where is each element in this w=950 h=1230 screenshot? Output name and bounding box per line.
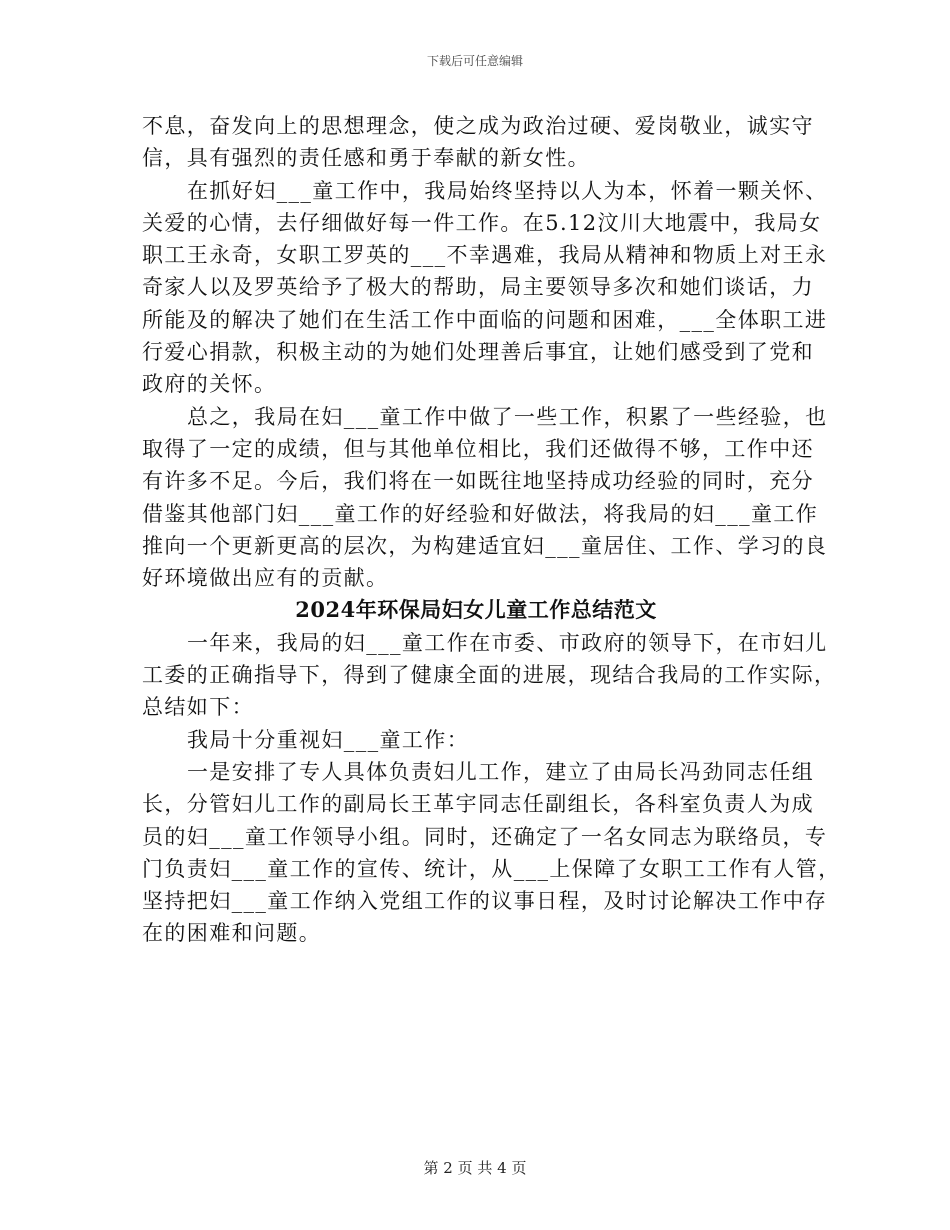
body-line: 好环境做出应有的贡献。 bbox=[142, 566, 389, 591]
body-line: 推向一个更新更高的层次，为构建适宜妇___童居住、工作、学习的良 bbox=[142, 533, 828, 558]
body-line: 关爱的心情，去仔细做好每一件工作。在5.12汶川大地震中，我局女 bbox=[142, 210, 822, 235]
body-line: 工委的正确指导下，得到了健康全面的进展，现结合我局的工作实际， bbox=[142, 663, 837, 688]
page-header: 下载后可任意编辑 bbox=[426, 54, 523, 68]
page-number-footer: 第 2 页 共 4 页 bbox=[423, 1159, 527, 1177]
section-heading: 2024年环保局妇女儿童工作总结范文 bbox=[295, 597, 657, 623]
body-line: 员的妇___童工作领导小组。同时，还确定了一名女同志为联络员，专 bbox=[142, 824, 828, 849]
paragraph-start-line: 总之，我局在妇___童工作中做了一些工作，积累了一些经验，也 bbox=[187, 404, 828, 429]
paragraph-start-line: 一年来，我局的妇___童工作在市委、市政府的领导下，在市妇儿 bbox=[187, 630, 828, 655]
body-line: 不息，奋发向上的思想理念，使之成为政治过硬、爱岗敬业，诚实守 bbox=[142, 114, 814, 138]
body-line: 有许多不足。今后，我们将在一如既往地坚持成功经验的同时，充分 bbox=[142, 469, 814, 494]
paragraph-start-line: 一是安排了专人具体负责妇儿工作，建立了由局长冯劲同志任组 bbox=[187, 759, 815, 784]
paragraph-start-line: 在抓好妇___童工作中，我局始终坚持以人为本，怀着一颗关怀、 bbox=[187, 178, 828, 203]
body-line: 坚持把妇___童工作纳入党组工作的议事日程，及时讨论解决工作中存 bbox=[142, 889, 828, 914]
body-line: 在的困难和问题。 bbox=[142, 921, 322, 946]
body-line: 行爱心捐款，积极主动的为她们处理善后事宜，让她们感受到了党和 bbox=[142, 340, 814, 365]
body-line: 门负责妇___童工作的宣传、统计，从___上保障了女职工工作有人管， bbox=[142, 856, 841, 881]
document-body bbox=[142, 110, 841, 950]
body-line: 长，分管妇儿工作的副局长王革宇同志任副组长，各科室负责人为成 bbox=[142, 792, 814, 817]
paragraph-start-line: 我局十分重视妇___童工作： bbox=[187, 727, 470, 752]
body-line: 所能及的解决了她们在生活工作中面临的问题和困难，___全体职工进 bbox=[142, 307, 828, 332]
body-line: 奇家人以及罗英给予了极大的帮助，局主要领导多次和她们谈话，力 bbox=[142, 275, 814, 300]
body-line: 政府的关怀。 bbox=[142, 372, 277, 397]
body-line: 取得了一定的成绩，但与其他单位相比，我们还做得不够，工作中还 bbox=[142, 436, 814, 461]
body-line: 借鉴其他部门妇___童工作的好经验和好做法，将我局的妇___童工作 bbox=[142, 501, 819, 526]
body-line: 总结如下： bbox=[142, 695, 254, 720]
body-line: 职工王永奇，女职工罗英的___不幸遇难，我局从精神和物质上对王永 bbox=[142, 243, 828, 268]
body-line: 信，具有强烈的责任感和勇于奉献的新女性。 bbox=[142, 146, 590, 171]
